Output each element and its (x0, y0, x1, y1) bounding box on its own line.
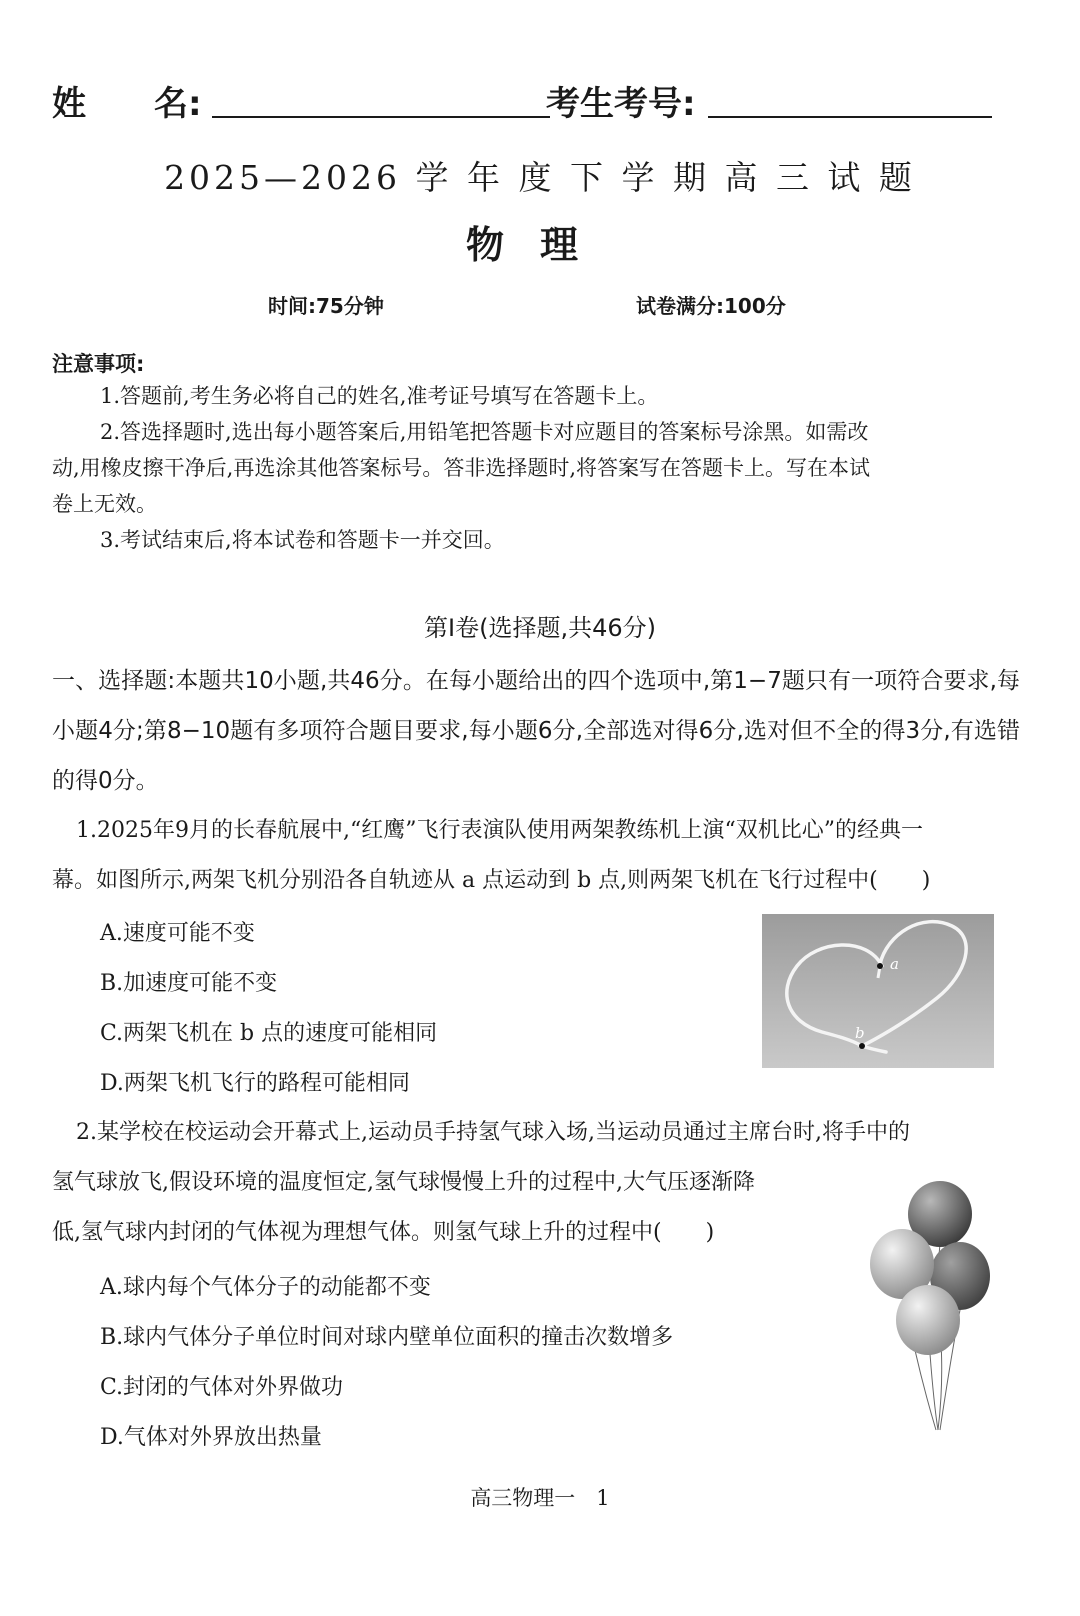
candidate-info-row (52, 76, 1012, 126)
name-label: 姓 名: (52, 84, 202, 124)
notice-item: 1.答题前,考生务必将自己的姓名,准考证号填写在答题卡上。 (100, 384, 659, 408)
exam-title: 2025—2026 学 年 度 下 学 期 高 三 试 题 (164, 158, 916, 197)
notice-item: 3.考试结束后,将本试卷和答题卡一并交回。 (100, 528, 505, 552)
question-1-option-b: B.加速度可能不变 (100, 971, 278, 996)
question-2-option-a: A.球内每个气体分子的动能都不变 (100, 1275, 431, 1300)
question-2-stem-line: 低,氢气球内封闭的气体视为理想气体。则氢气球上升的过程中( ) (52, 1220, 715, 1245)
section-title: 第Ⅰ卷(选择题,共46分) (424, 614, 656, 642)
subject-title: 物理 (465, 223, 614, 267)
question-1-option-a: A.速度可能不变 (100, 921, 255, 946)
question-2-option-d: D.气体对外界放出热量 (100, 1425, 322, 1450)
full-score: 试卷满分:100分 (636, 294, 786, 318)
name-blank-line[interactable] (212, 116, 550, 118)
exam-id-label: 考生考号: (546, 84, 696, 124)
exam-time: 时间:75分钟 (268, 294, 384, 318)
question-1-option-c: C.两架飞机在 b 点的速度可能相同 (100, 1021, 438, 1046)
notice-heading: 注意事项: (52, 352, 145, 376)
question-2-option-c: C.封闭的气体对外界做功 (100, 1375, 344, 1400)
section-instructions: 一、选择题:本题共10小题,共46分。在每小题给出的四个选项中,第1−7题只有一项符合要求,每小题4分;第8−10题有多项符合题目要求,每小题6分,全部选对得6分,选对但不全的得3分,有选错的得0分。 (52, 668, 1020, 794)
balloon (896, 1285, 960, 1355)
notice-item: 卷上无效。 (52, 492, 157, 516)
notice-item: 2.答选择题时,选出每小题答案后,用铅笔把答题卡对应题目的答案标号涂黑。如需改 (100, 420, 869, 444)
point-a-label: a (890, 955, 899, 973)
question-2-stem-line: 氢气球放飞,假设环境的温度恒定,氢气球慢慢上升的过程中,大气压逐渐降 (52, 1170, 755, 1195)
heart-trajectory-figure (762, 914, 994, 1068)
page-footer: 高三物理一 1 (470, 1486, 610, 1510)
balloons-illustration (862, 1180, 998, 1446)
question-1-option-d: D.两架飞机飞行的路程可能相同 (100, 1071, 410, 1096)
question-1-stem-line: 1.2025年9月的长春航展中,“红鹰”飞行表演队使用两架教练机上演“双机比心”的经典一 (76, 818, 923, 843)
question-2-stem-line: 2.某学校在校运动会开幕式上,运动员手持氢气球入场,当运动员通过主席台时,将手中的 (76, 1120, 910, 1145)
question-2-option-b: B.球内气体分子单位时间对球内壁单位面积的撞击次数增多 (100, 1325, 674, 1350)
exam-id-blank-line[interactable] (708, 116, 992, 118)
question-1-stem-line: 幕。如图所示,两架飞机分别沿各自轨迹从 a 点运动到 b 点,则两架飞机在飞行过程中( ) (52, 868, 931, 893)
point-b-label: b (855, 1024, 865, 1042)
notice-item: 动,用橡皮擦干净后,再选涂其他答案标号。答非选择题时,将答案写在答题卡上。写在本试 (52, 456, 871, 480)
